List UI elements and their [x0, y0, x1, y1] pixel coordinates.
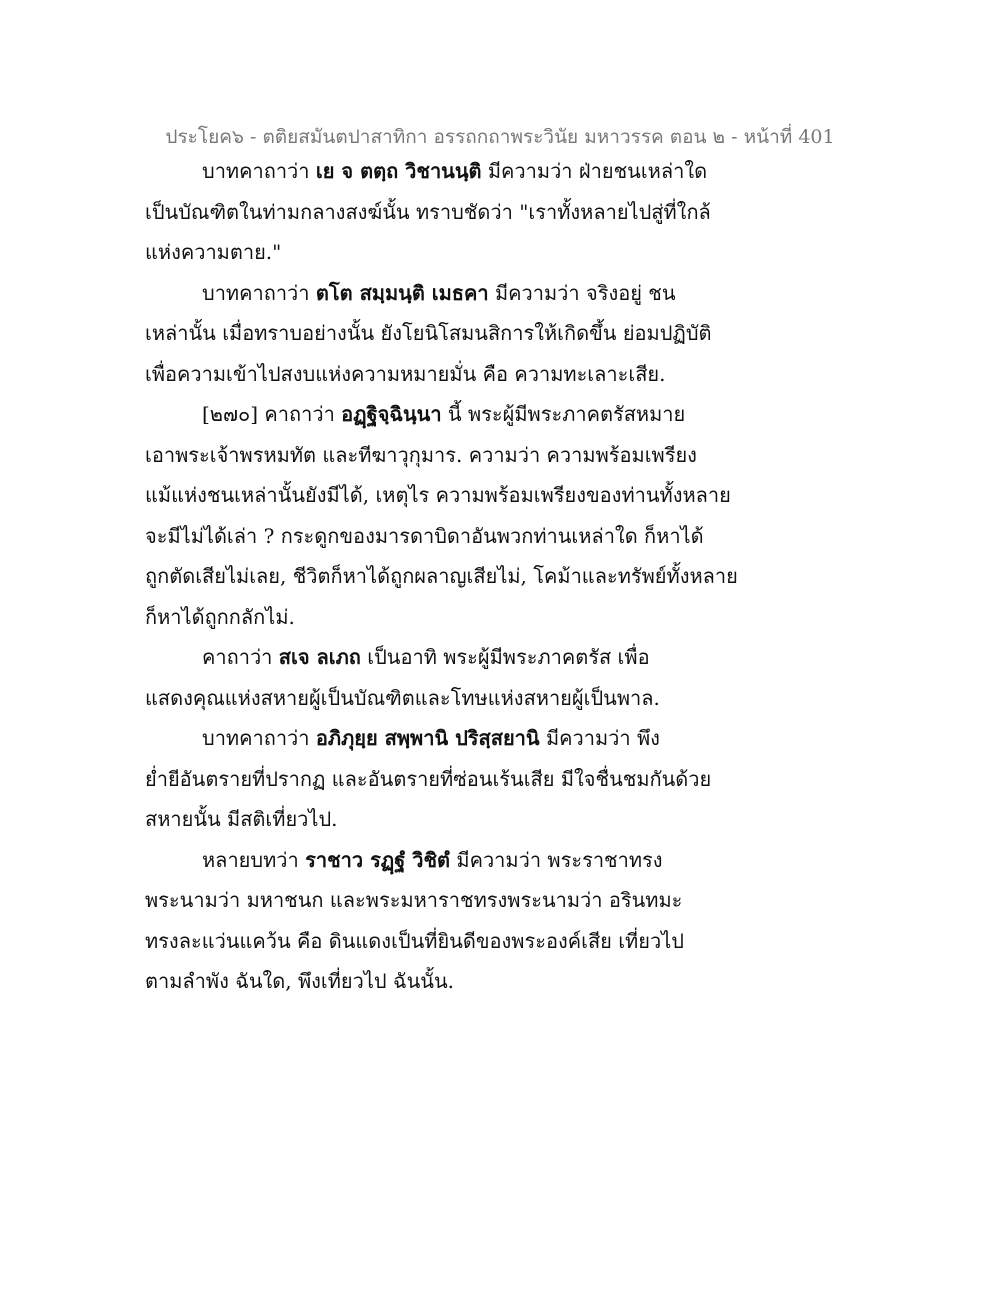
text-line — [145, 563, 738, 590]
text-line — [145, 766, 712, 793]
text-span: มีความว่า พระราชาทรง — [450, 847, 663, 872]
text-span: เป็นบัณฑิตในท่ามกลางสงฆ์นั้น ทราบชัดว่า "เราทั้งหลายไปสู่ที่ใกล้ — [145, 199, 711, 224]
text-span: บาทคาถาว่า — [202, 159, 316, 183]
text-span: ตามลำพัง ฉันใด, พึงเที่ยวไป ฉันนั้น. — [145, 969, 454, 993]
text-span: เพื่อความเข้าไปสงบแห่งความหมายมั่น คือ ความทะเลาะเสีย. — [145, 361, 666, 386]
text-span: เอาพระเจ้าพรหมทัต และทีฆาวุกุมาร. ความว่า ความพร้อมเพรียง — [145, 442, 697, 467]
text-span: เหล่านั้น เมื่อทราบอย่างนั้น ยังโยนิโสมนสิการให้เกิดขึ้น ย่อมปฏิบัติ — [145, 321, 712, 345]
text-line — [145, 280, 705, 307]
text-line — [145, 928, 705, 955]
bold-term: เย จ ตตฺถ วิชานนฺติ — [315, 159, 482, 183]
text-span: ก็หาได้ถูกกลักไม่. — [145, 604, 295, 629]
page-header: ประโยค๖ - ตติยสมันตปาสาทิกา อรรถกถาพระวินัย มหาวรรค ตอน ๒ - หน้าที่ 401 — [165, 126, 835, 148]
text-line — [145, 158, 708, 185]
text-line — [145, 806, 705, 833]
text-span: บาทคาถาว่า — [202, 280, 316, 305]
text-line — [145, 968, 705, 995]
text-span: หลายบทว่า — [202, 847, 306, 872]
text-span: แสดงคุณแห่งสหายผู้เป็นบัณฑิตและโทษแห่งสหายผู้เป็นพาล. — [145, 685, 660, 710]
text-span: สหายนั้น มีสติเที่ยวไป. — [145, 807, 338, 831]
text-line — [145, 482, 731, 509]
text-span: ทรงละแว่นแคว้น คือ ดินแดงเป็นที่ยินดีของพระองค์เสีย เที่ยวไป — [145, 928, 684, 953]
text-line — [145, 644, 705, 671]
text-span: มีความว่า ฝ่ายชนเหล่าใด — [481, 159, 708, 183]
text-line — [145, 239, 705, 266]
text-line — [145, 847, 705, 874]
text-span: คาถาว่า — [202, 645, 279, 669]
text-span: แห่งความตาย." — [145, 240, 282, 264]
text-line — [145, 199, 711, 226]
text-span: จะมีไม่ได้เล่า ? กระดูกของมารดาบิดาอันพวกท่านเหล่าใด ก็หาได้ — [145, 523, 704, 548]
text-span: มีความว่า จริงอยู่ ชน — [488, 280, 676, 305]
text-line — [145, 725, 705, 752]
text-span: นี้ พระผู้มีพระภาคตรัสหมาย — [441, 402, 686, 426]
text-span: เป็นอาทิ พระผู้มีพระภาคตรัส เพื่อ — [360, 645, 650, 669]
text-span: ถูกตัดเสียไม่เลย, ชีวิตก็หาได้ถูกผลาญเสียไม่, โคม้าและทรัพย์ทั้งหลาย — [145, 564, 738, 588]
bold-term: ตโต สมฺมนฺติ เมธคา — [315, 280, 489, 305]
text-line — [145, 685, 705, 712]
bold-term: สเจ ลเภถ — [278, 645, 361, 669]
text-span: แม้แห่งชนเหล่านั้นยังมีได้, เหตุไร ความพร้อมเพรียงของท่านทั้งหลาย — [145, 483, 731, 507]
text-span: [๒๗๐] คาถาว่า — [202, 402, 342, 426]
text-line — [145, 361, 705, 388]
text-line — [145, 401, 705, 428]
document-body — [145, 158, 738, 1009]
text-line — [145, 523, 705, 550]
bold-term: อฏฺฐิจฺฉินฺนา — [341, 402, 442, 426]
text-span: มีความว่า พึง — [539, 726, 660, 750]
bold-term: อภิภุยฺย สพฺพานิ ปริสฺสยานิ — [315, 726, 540, 750]
text-line — [145, 442, 705, 469]
text-span: พระนามว่า มหาชนก และพระมหาราชทรงพระนามว่า อรินทมะ — [145, 888, 683, 912]
text-line — [145, 320, 712, 347]
text-span: ย่ำยีอันตรายที่ปรากฏ และอันตรายที่ซ่อนเร้นเสีย มีใจชื่นชมกันด้วย — [145, 766, 712, 791]
text-span: บาทคาถาว่า — [202, 726, 316, 750]
bold-term: ราชาว รฏฺฐํ วิชิตํ — [305, 847, 451, 872]
text-line — [145, 887, 705, 914]
text-line — [145, 604, 705, 631]
